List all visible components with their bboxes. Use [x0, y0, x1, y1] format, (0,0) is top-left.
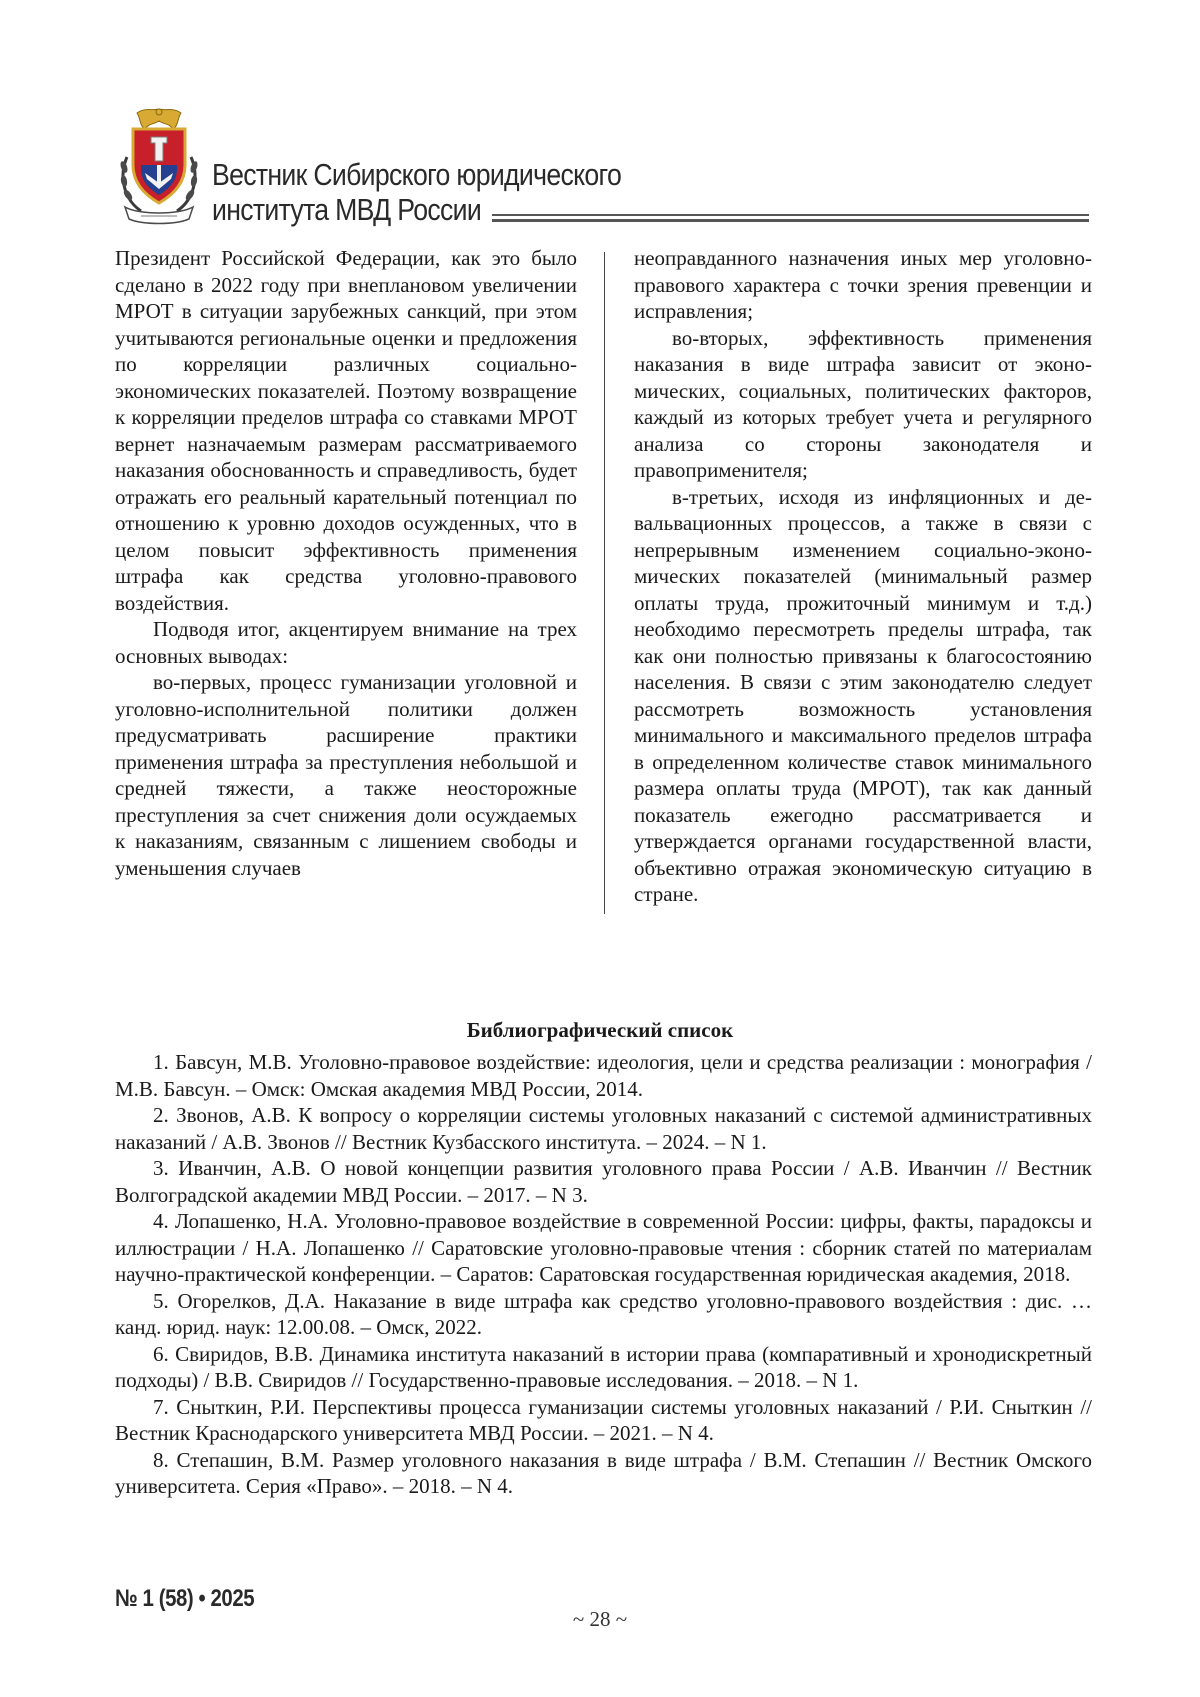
- page-number: ~ 28 ~: [572, 1607, 628, 1631]
- paragraph: Подводя итог, акцентируем внимание на трех основных выводах:: [115, 617, 577, 668]
- journal-title-line2: института МВД России: [212, 192, 482, 227]
- bibliography-item: 8. Степашин, В.М. Размер уголовного наказания в виде штрафа / В.М. Степашин // Вестник Омского университета. Серия «Право». – 2018. – N 4.: [115, 1447, 1092, 1498]
- bibliography-item: 2. Звонов, А.В. К вопросу о корреляции системы уголовных наказаний с системой административных наказаний / А.В. Звонов // Вестник Кузбасского института. – 2024. – N 1.: [115, 1103, 1092, 1154]
- bibliography-item: 4. Лопашенко, Н.А. Уголовно-правовое воздействие в современной России: цифры, факты, парадоксы и иллюстрации / Н.А. Лопашенко // Саратовские уголовно-правовые чтения : сборник статей по материалам научно-практической конференции. – Саратов: Саратовская государственная юридическая академия, 2018.: [115, 1209, 1092, 1286]
- journal-title-line1: Вестник Сибирского юридического: [212, 157, 622, 192]
- header-double-rule: [492, 214, 1089, 223]
- bibliography-heading: Библиографический список: [466, 1018, 734, 1042]
- paragraph: во-вторых, эффективность применения наказания в виде штрафа зависит от экономических, социальных, политических факторов, каждый из которых требует учета и регулярного анализа со стороны законодателя и правоприменителя;: [634, 325, 1092, 482]
- bibliography-item: 1. Бавсун, М.В. Уголовно-правовое воздействие: идеология, цели и средства реализации : монография / М.В. Бавсун. – Омск: Омская академия МВД России, 2014.: [115, 1050, 1092, 1101]
- institute-emblem-icon: [115, 103, 203, 225]
- bibliography-item: 5. Огорелков, Д.А. Наказание в виде штрафа как средство уголовно-правового воздействия : дис. … канд. юрид. наук: 12.00.08. – Омск, 2022.: [115, 1288, 1092, 1339]
- issue-number: № 1 (58) • 2025: [115, 1585, 255, 1612]
- bibliography-item: 3. Иванчин, А.В. О новой концепции развития уголовного права России / А.В. Иванчин // Вестник Волгоградской академии МВД России. – 2017. – N 3.: [115, 1156, 1092, 1207]
- bibliography-item: 7. Сныткин, Р.И. Перспективы процесса гуманизации системы уголовных наказаний / Р.И. Сныткин // Вестник Краснодарского университета МВД России. – 2021. – N 4.: [115, 1394, 1092, 1445]
- column-divider: [604, 252, 605, 914]
- bibliography-list: [115, 1049, 1092, 1500]
- paragraph: Президент Российской Федерации, как это было сделано в 2022 году при внеплановом увеличении МРОТ в ситуации зарубежных санкций, при этом учитываются региональные оценки и предложения по корреляции различных социально-экономических показателей. Поэтому возвращение к корреляции пределов штрафа со ставками МРОТ вернет назначаемым размерам рассматриваемого наказания обоснованность и справедливость, будет отражать его реальный карательный потенциал по отношению к уровню доходов осужденных, что в целом повысит эффективность применения штрафа как средства уголовно-правового воздействия.: [115, 246, 577, 615]
- paragraph: неоправданного назначения иных мер уголовно-правового характера с точки зрения превенции и исправления;: [634, 246, 1092, 323]
- paragraph: во-первых, процесс гуманизации уголовной и уголовно-исполнительной политики должен предусматривать расширение практики применения штрафа за преступления небольшой и средней тяжести, а также неосторожные преступления за счет снижения доли осуждаемых к наказаниям, связанным с лишением свободы и уменьшения случаев: [115, 670, 577, 880]
- bibliography-item: 6. Свиридов, В.В. Динамика института наказаний в истории права (компаративный и хронодискретный подходы) / В.В. Свиридов // Государственно-правовые исследования. – 2018. – N 1.: [115, 1341, 1092, 1392]
- paragraph: в-третьих, исходя из инфляционных и девальвационных процессов, а также в связи с непрерывным изменением социально-экономических показателей (минимальный размер оплаты труда, прожиточный минимум и т.д.) необходимо пересмотреть пределы штрафа, так как они полностью привязаны к благосостоянию населения. В связи с этим законодателю следует рассмотреть возможность установления минимального и максимального пределов штрафа в определенном количестве ставок минимального размера оплаты труда (МРОТ), так как данный показатель ежегодно рассматривается и утверждается органами государственной власти, объективно отражая экономическую ситуацию в стране.: [634, 484, 1092, 906]
- left-column: [115, 245, 577, 881]
- right-column: [634, 245, 1092, 908]
